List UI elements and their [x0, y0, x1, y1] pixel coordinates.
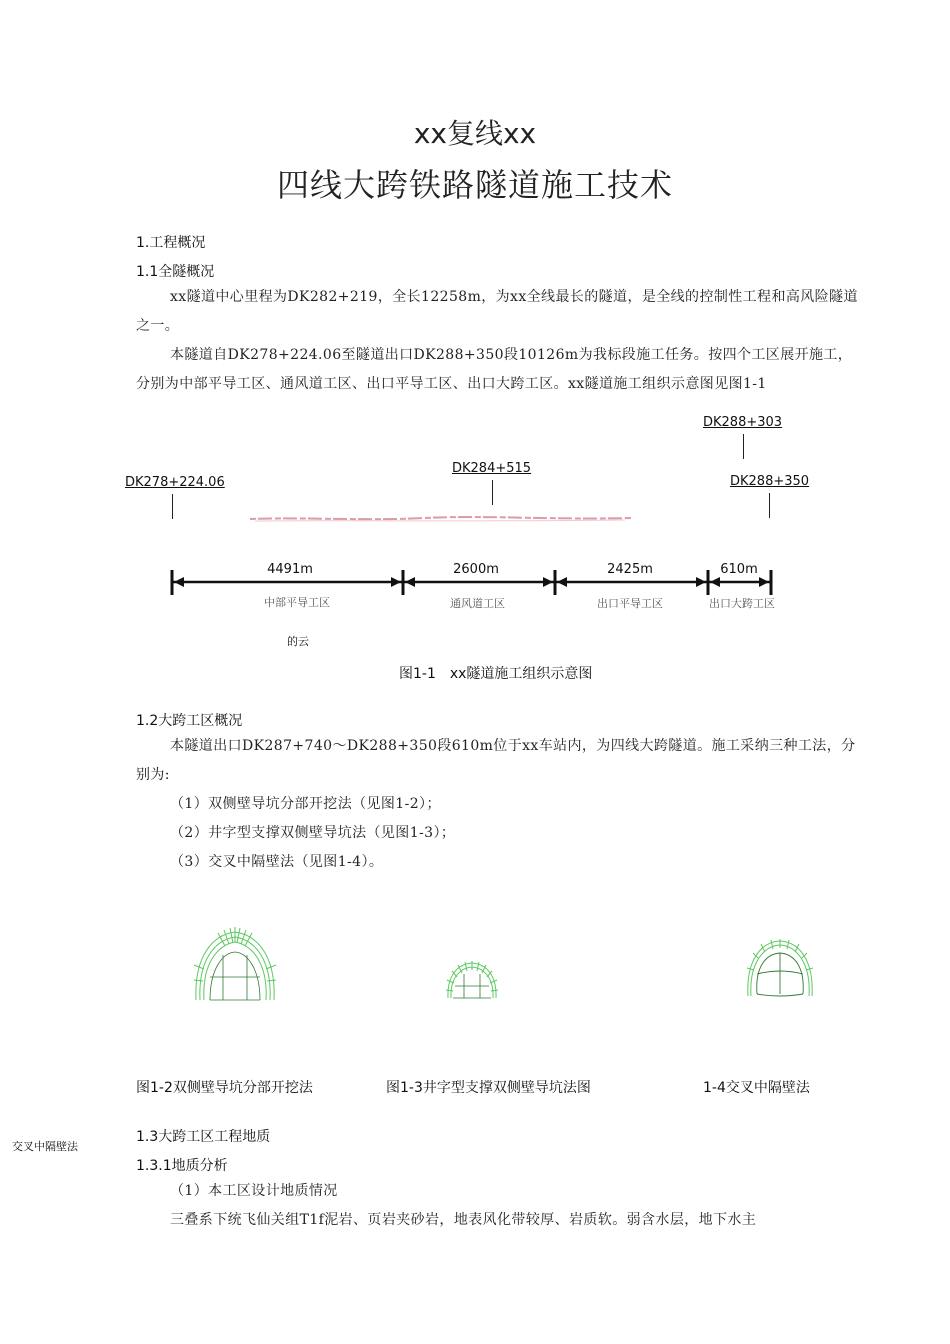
list-item: （1）双侧壁导坑分部开挖法（见图1-2）；	[170, 796, 441, 812]
segment-length: 610m	[720, 562, 758, 577]
document-title-line2: 四线大跨铁路隧道施工技术	[276, 166, 673, 204]
section-heading: 1.工程概况	[136, 235, 206, 251]
paragraph: 本隧道自DK278+224.06至隧道出口DK288+350段10126m为我标段施工任务。按四个工区展开施工，分别为中部平导工区、通风道工区、出口平导工区、出口大跨工区。xx隧道施工组织示意图见图1-1	[136, 347, 853, 392]
station-tick	[492, 480, 493, 505]
station-label: DK288+303	[703, 415, 783, 430]
segment-length: 4491m	[267, 562, 313, 577]
paragraph: 三叠系下统飞仙关组T1f泥岩、页岩夹砂岩，地表风化带较厚、岩质软。弱含水层，地下水主	[170, 1212, 757, 1228]
station-tick	[743, 434, 744, 459]
tunnel-section-fig-1-4	[745, 938, 815, 1000]
subsection-heading: 1.3大跨工区工程地质	[136, 1129, 271, 1145]
zone-label: 中部平导工区	[264, 596, 330, 609]
figure-caption: 图1-1 xx隧道施工组织示意图	[399, 666, 593, 682]
subsection-heading: 1.3.1地质分析	[136, 1158, 228, 1174]
station-label: DK288+350	[730, 474, 810, 489]
tunnel-alignment-smear	[245, 512, 640, 526]
station-tick	[172, 494, 173, 519]
zone-label: 出口平导工区	[597, 597, 663, 610]
station-tick	[769, 493, 770, 518]
station-label: DK284+515	[452, 461, 532, 476]
paragraph: 本隧道出口DK287+740～DK288+350段610m位于xx车站内，为四线大跨隧道。施工采纳三种工法，分别为:	[136, 738, 856, 783]
zone-label: 通风道工区	[450, 597, 505, 610]
document-title-line1: xx复线xx	[413, 117, 537, 150]
figure-caption: 1-4交叉中隔壁法	[703, 1080, 810, 1096]
margin-note: 交叉中隔壁法	[12, 1140, 78, 1153]
list-item: （2）井字型支撑双侧壁导坑法（见图1-3）；	[170, 825, 456, 841]
list-item: （1）本工区设计地质情况	[170, 1183, 338, 1199]
subsection-heading: 1.1全隧概况	[136, 264, 215, 280]
tunnel-section-fig-1-2	[190, 925, 280, 1010]
zone-label: 出口大跨工区	[709, 597, 775, 610]
subsection-heading: 1.2大跨工区概况	[136, 713, 243, 729]
tunnel-section-fig-1-3	[445, 960, 500, 1002]
paragraph: xx隧道中心里程为DK282+219，全长12258m，为xx全线最长的隧道，是全线的控制性工程和高风险隧道之一。	[136, 289, 858, 334]
list-item: （3）交叉中隔壁法（见图1-4）。	[170, 854, 384, 870]
segment-length: 2425m	[607, 562, 653, 577]
figure-caption: 图1-3井字型支撑双侧壁导坑法图	[386, 1080, 591, 1096]
station-label: DK278+224.06	[125, 475, 225, 490]
segment-length: 2600m	[453, 562, 499, 577]
figure-caption: 图1-2双侧壁导坑分部开挖法	[136, 1080, 313, 1096]
stray-text: 的云	[287, 635, 309, 648]
